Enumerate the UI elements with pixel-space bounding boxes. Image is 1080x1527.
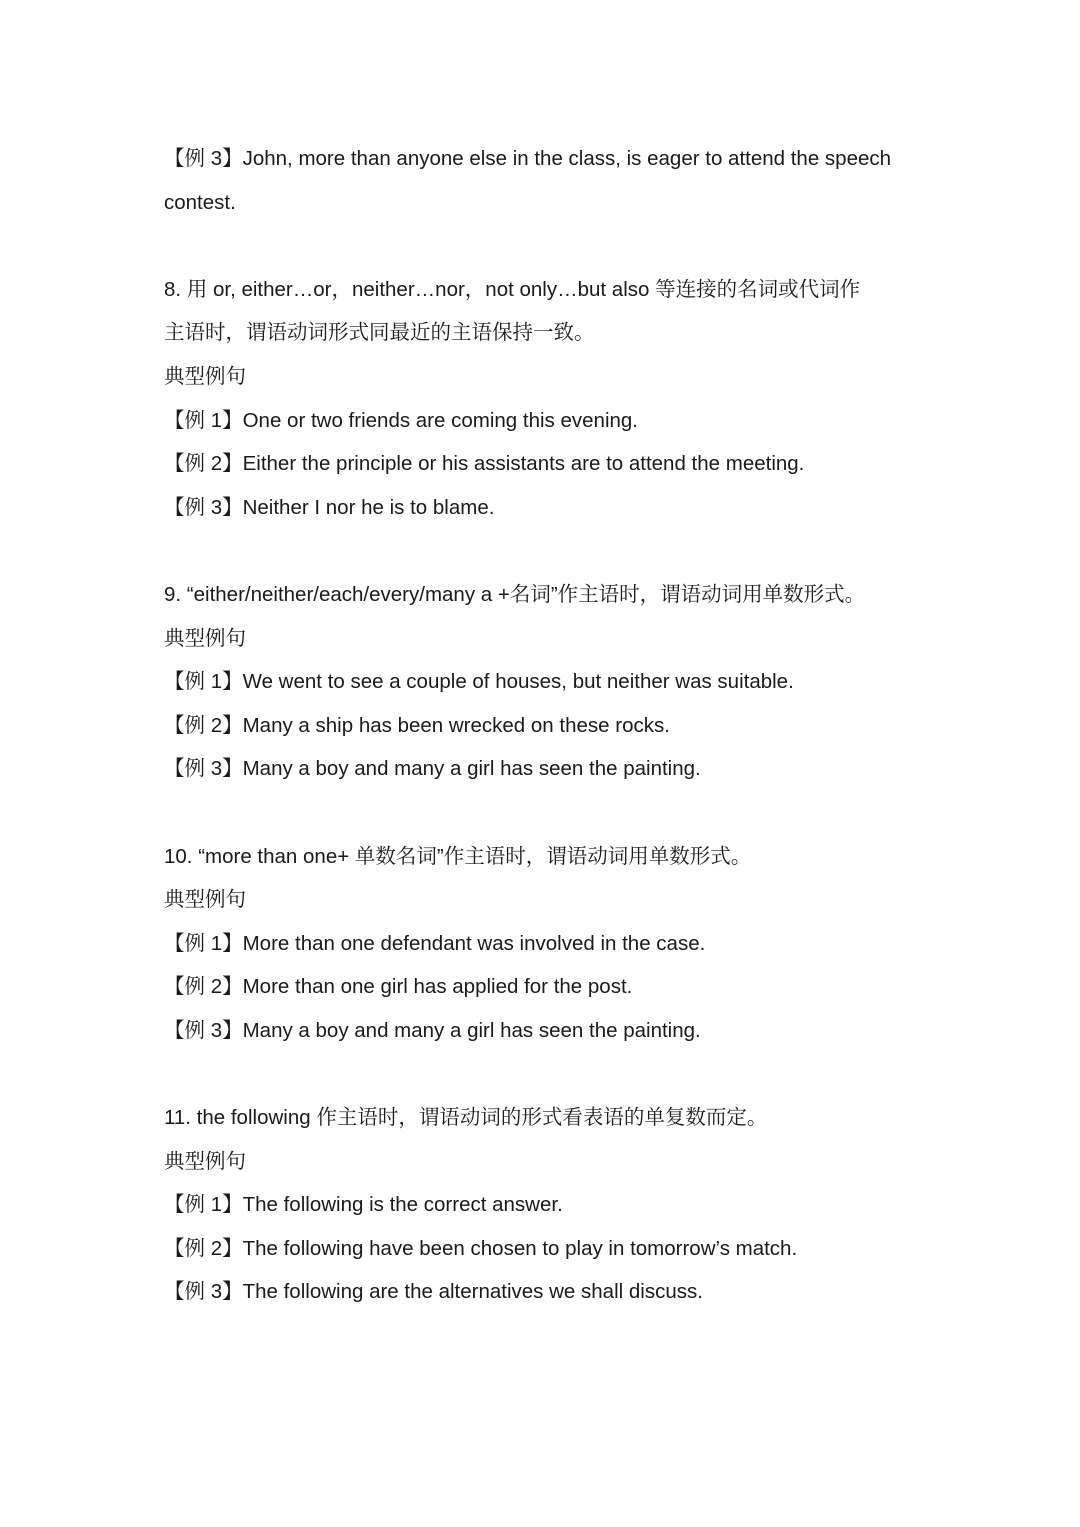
examples-label: 典型例句 (164, 626, 246, 650)
example-line: 【例 3】The following are the alternatives we shall discuss. (164, 1280, 703, 1304)
example-line: 【例 2】More than one girl has applied for the post. (164, 975, 633, 999)
example-line: 【例 3】Many a boy and many a girl has seen the painting. (164, 757, 701, 781)
section-11 (164, 1096, 934, 1314)
examples-label: 典型例句 (164, 888, 246, 912)
document-page (164, 137, 934, 1358)
rule-heading: 9. “either/neither/each/every/many a +名词”作主语时，谓语动词用单数形式。 (164, 582, 866, 606)
section-8 (164, 268, 934, 530)
section-7-example-continued (164, 137, 934, 224)
example-line: 【例 1】The following is the correct answer. (164, 1193, 563, 1217)
rule-heading: 8. 用 or, either…or，neither…nor，not only…but also 等连接的名词或代词作 (164, 277, 861, 301)
example-line: 【例 1】More than one defendant was involved in the case. (164, 931, 706, 955)
example-line: 【例 2】Either the principle or his assistants are to attend the meeting. (164, 452, 805, 476)
example-line: 【例 2】The following have been chosen to play in tomorrow’s match. (164, 1236, 798, 1260)
example-line: 【例 3】Many a boy and many a girl has seen the painting. (164, 1018, 701, 1042)
example-line: 【例 1】We went to see a couple of houses, but neither was suitable. (164, 670, 794, 694)
rule-heading: 10. “more than one+ 单数名词”作主语时，谓语动词用单数形式。 (164, 844, 752, 868)
rule-heading: 主语时，谓语动词形式同最近的主语保持一致。 (164, 321, 595, 345)
examples-label: 典型例句 (164, 364, 246, 388)
section-9 (164, 573, 934, 791)
example-line: 【例 1】One or two friends are coming this evening. (164, 408, 638, 432)
examples-label: 典型例句 (164, 1149, 246, 1173)
example-line: 【例 2】Many a ship has been wrecked on these rocks. (164, 713, 670, 737)
example-line: 【例 3】John, more than anyone else in the class, is eager to attend the speech (164, 147, 892, 170)
example-line: contest. (164, 190, 236, 214)
section-10 (164, 835, 934, 1053)
rule-heading: 11. the following 作主语时，谓语动词的形式看表语的单复数而定。 (164, 1106, 768, 1130)
example-line: 【例 3】Neither I nor he is to blame. (164, 495, 495, 519)
